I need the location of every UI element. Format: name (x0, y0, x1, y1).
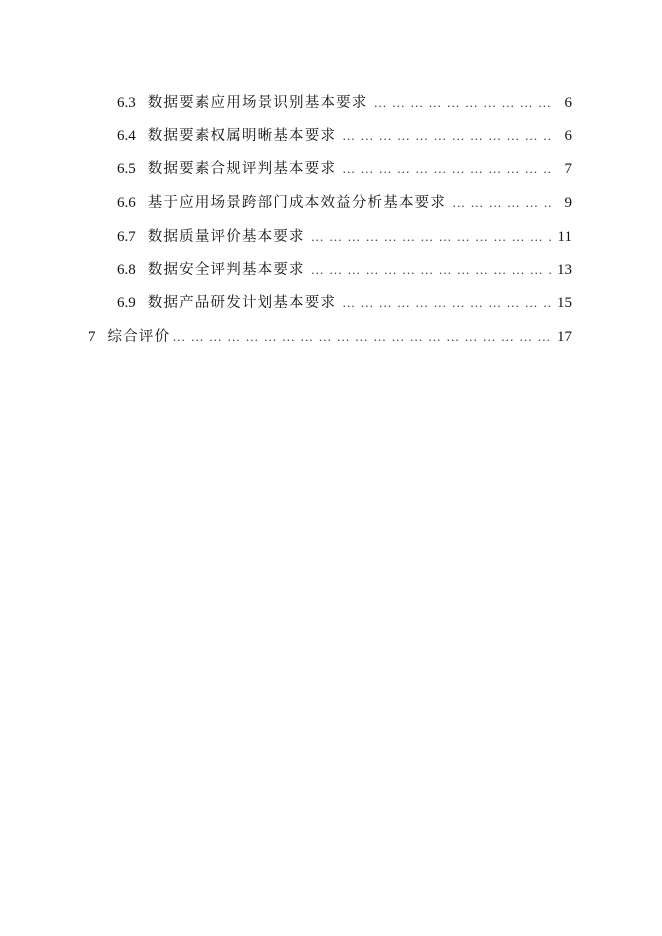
toc-entry-page: 17 (557, 329, 572, 345)
toc-entry-title: 基于应用场景跨部门成本效益分析基本要求 (147, 195, 447, 211)
toc-dot-leader (311, 222, 552, 252)
toc-entry-page: 6 (564, 95, 572, 111)
toc-entry-title: 数据要素权属明晰基本要求 (147, 128, 337, 144)
toc-entry-6-3[interactable] (117, 88, 572, 118)
toc-entry-page: 15 (557, 295, 572, 311)
toc-entry-title: 数据产品研发计划基本要求 (147, 295, 337, 311)
toc-dot-leader (342, 121, 552, 151)
toc-entry-number: 6.5 (117, 161, 136, 177)
toc-dot-leader (342, 154, 552, 184)
toc-entry-6-9[interactable] (117, 288, 572, 318)
toc-entry-title: 数据要素应用场景识别基本要求 (147, 95, 368, 111)
toc-entry-page: 13 (557, 262, 572, 278)
toc-dot-leader (342, 288, 551, 318)
toc-entry-6-6[interactable] (117, 188, 572, 218)
toc-entry-number: 6.8 (117, 262, 136, 278)
toc-entry-6-4[interactable] (117, 121, 572, 151)
toc-entry-number: 6.6 (117, 195, 136, 211)
toc-entry-page: 7 (564, 161, 572, 177)
toc-entry-title: 综合评价 (107, 329, 171, 345)
toc-entry-number: 6.9 (117, 295, 136, 311)
toc-dot-leader (172, 322, 551, 352)
toc-entry-6-7[interactable] (117, 222, 572, 252)
toc-entry-title: 数据安全评判基本要求 (147, 262, 305, 278)
toc-entry-number: 7 (88, 329, 96, 345)
toc-dot-leader (452, 188, 552, 218)
toc-entry-title: 数据要素合规评判基本要求 (147, 161, 337, 177)
toc-entry-page: 6 (564, 128, 572, 144)
toc-entry-6-8[interactable] (117, 255, 572, 285)
toc-entry-page: 11 (557, 229, 572, 245)
toc-dot-leader (311, 255, 551, 285)
toc-entry-number: 6.4 (117, 128, 136, 144)
toc-entry-page: 9 (564, 195, 572, 211)
toc-entry-number: 6.7 (117, 229, 136, 245)
toc-entry-6-5[interactable] (117, 154, 572, 184)
toc-dot-leader (374, 88, 552, 118)
toc-entry-title: 数据质量评价基本要求 (147, 229, 305, 245)
toc-entry-7[interactable] (88, 322, 572, 352)
toc-entry-number: 6.3 (117, 95, 136, 111)
